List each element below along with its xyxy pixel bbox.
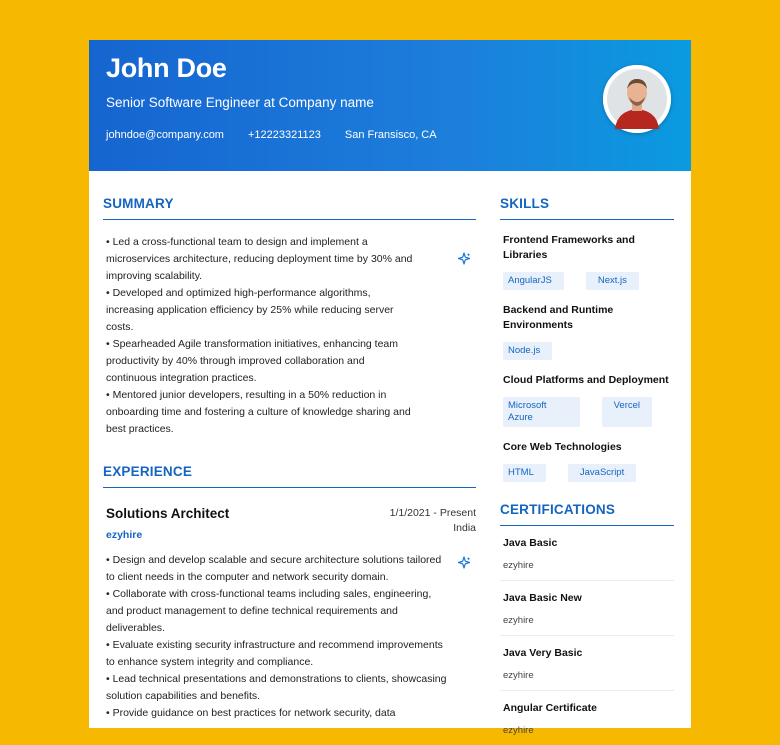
- left-column: [103, 196, 476, 722]
- job-bullet: • Design and develop scalable and secure architecture solutions tailored to client needs in the computer and network security domain.: [106, 554, 442, 583]
- contact-phone[interactable]: +12223321123: [247, 129, 321, 141]
- certification-issuer: ezyhire: [503, 560, 534, 571]
- right-column: [500, 196, 674, 745]
- summary-heading: SUMMARY: [103, 196, 476, 220]
- certification-issuer: ezyhire: [503, 615, 534, 626]
- job-bullets: [106, 552, 451, 722]
- job-bullet: • Evaluate existing security infrastructure and recommend improvements to enhance system integrity and compliance.: [106, 639, 443, 668]
- job-location: India: [453, 522, 476, 534]
- summary-bullet: • Spearheaded Agile transformation initiatives, enhancing team productivity by 40% through improved collaboration and continuous integration practices.: [106, 338, 399, 384]
- certification-name: Java Very Basic: [503, 647, 583, 659]
- experience-heading: EXPERIENCE: [103, 464, 476, 488]
- certification-item[interactable]: [500, 581, 674, 636]
- summary-bullet: • Mentored junior developers, resulting in a 50% reduction in onboarding time and fostering a culture of knowledge sharing and best practices.: [106, 389, 411, 435]
- certification-item[interactable]: [500, 636, 674, 691]
- skill-group-name: Frontend Frameworks and Libraries: [503, 234, 635, 261]
- skills-heading: SKILLS: [500, 196, 674, 220]
- certification-item[interactable]: [500, 526, 674, 581]
- summary-bullet: • Developed and optimized high-performance algorithms, increasing application efficiency by 25% while reducing server costs.: [106, 287, 394, 333]
- skill-group[interactable]: [500, 233, 674, 290]
- avatar[interactable]: [603, 65, 671, 133]
- job-role: Solutions Architect: [106, 506, 230, 521]
- job-bullet: • Collaborate with cross-functional teams including sales, engineering, and product management to define technical requirements and deliverables.: [106, 588, 432, 634]
- summary-section[interactable]: [103, 234, 476, 438]
- skill-tag: HTML: [503, 464, 546, 482]
- job-bullet: • Lead technical presentations and demonstrations to clients, showcasing solution capabilities and benefits.: [106, 673, 447, 702]
- skill-tag: Next.js: [586, 272, 639, 290]
- certification-issuer: ezyhire: [503, 725, 534, 736]
- job-company: ezyhire: [106, 529, 143, 541]
- summary-bullet: • Led a cross-functional team to design and implement a microservices architecture, reducing deployment time by 30% and improving scalability.: [106, 236, 413, 282]
- job-date: 1/1/2021 - Present: [389, 507, 476, 519]
- sparkle-icon[interactable]: [457, 252, 471, 266]
- skill-tag: Vercel: [602, 397, 652, 427]
- skill-group-name: Cloud Platforms and Deployment: [503, 374, 669, 386]
- skill-tag: JavaScript: [568, 464, 636, 482]
- resume-page: [89, 40, 691, 736]
- certification-name: Java Basic New: [503, 592, 582, 604]
- skill-tag: Microsoft Azure: [503, 397, 580, 427]
- resume-header: [89, 40, 691, 171]
- sparkle-icon[interactable]: [457, 556, 471, 570]
- job-header[interactable]: [103, 504, 476, 542]
- contact-email[interactable]: johndoe@company.com: [106, 129, 224, 141]
- certification-issuer: ezyhire: [503, 670, 534, 681]
- job-description[interactable]: [103, 552, 476, 722]
- certifications-heading: CERTIFICATIONS: [500, 502, 674, 526]
- contact-location[interactable]: San Fransisco, CA: [344, 129, 437, 141]
- certification-item[interactable]: [500, 691, 674, 745]
- skill-group[interactable]: [500, 440, 674, 482]
- skill-tag: AngularJS: [503, 272, 564, 290]
- skill-group-name: Core Web Technologies: [503, 441, 622, 453]
- certification-name: Java Basic: [503, 537, 558, 549]
- summary-bullets: [106, 234, 416, 438]
- candidate-name[interactable]: John Doe: [106, 53, 227, 83]
- skill-group-name: Backend and Runtime Environments: [503, 304, 614, 331]
- contact-row: [106, 129, 461, 141]
- job-bullet: • Provide guidance on best practices for network security, data: [106, 707, 396, 719]
- skill-group[interactable]: [500, 373, 674, 427]
- job-date-location: [390, 506, 476, 536]
- skill-tag: Node.js: [503, 342, 552, 360]
- candidate-title[interactable]: Senior Software Engineer at Company name: [106, 95, 374, 110]
- skill-group[interactable]: [500, 303, 674, 360]
- certification-name: Angular Certificate: [503, 702, 597, 714]
